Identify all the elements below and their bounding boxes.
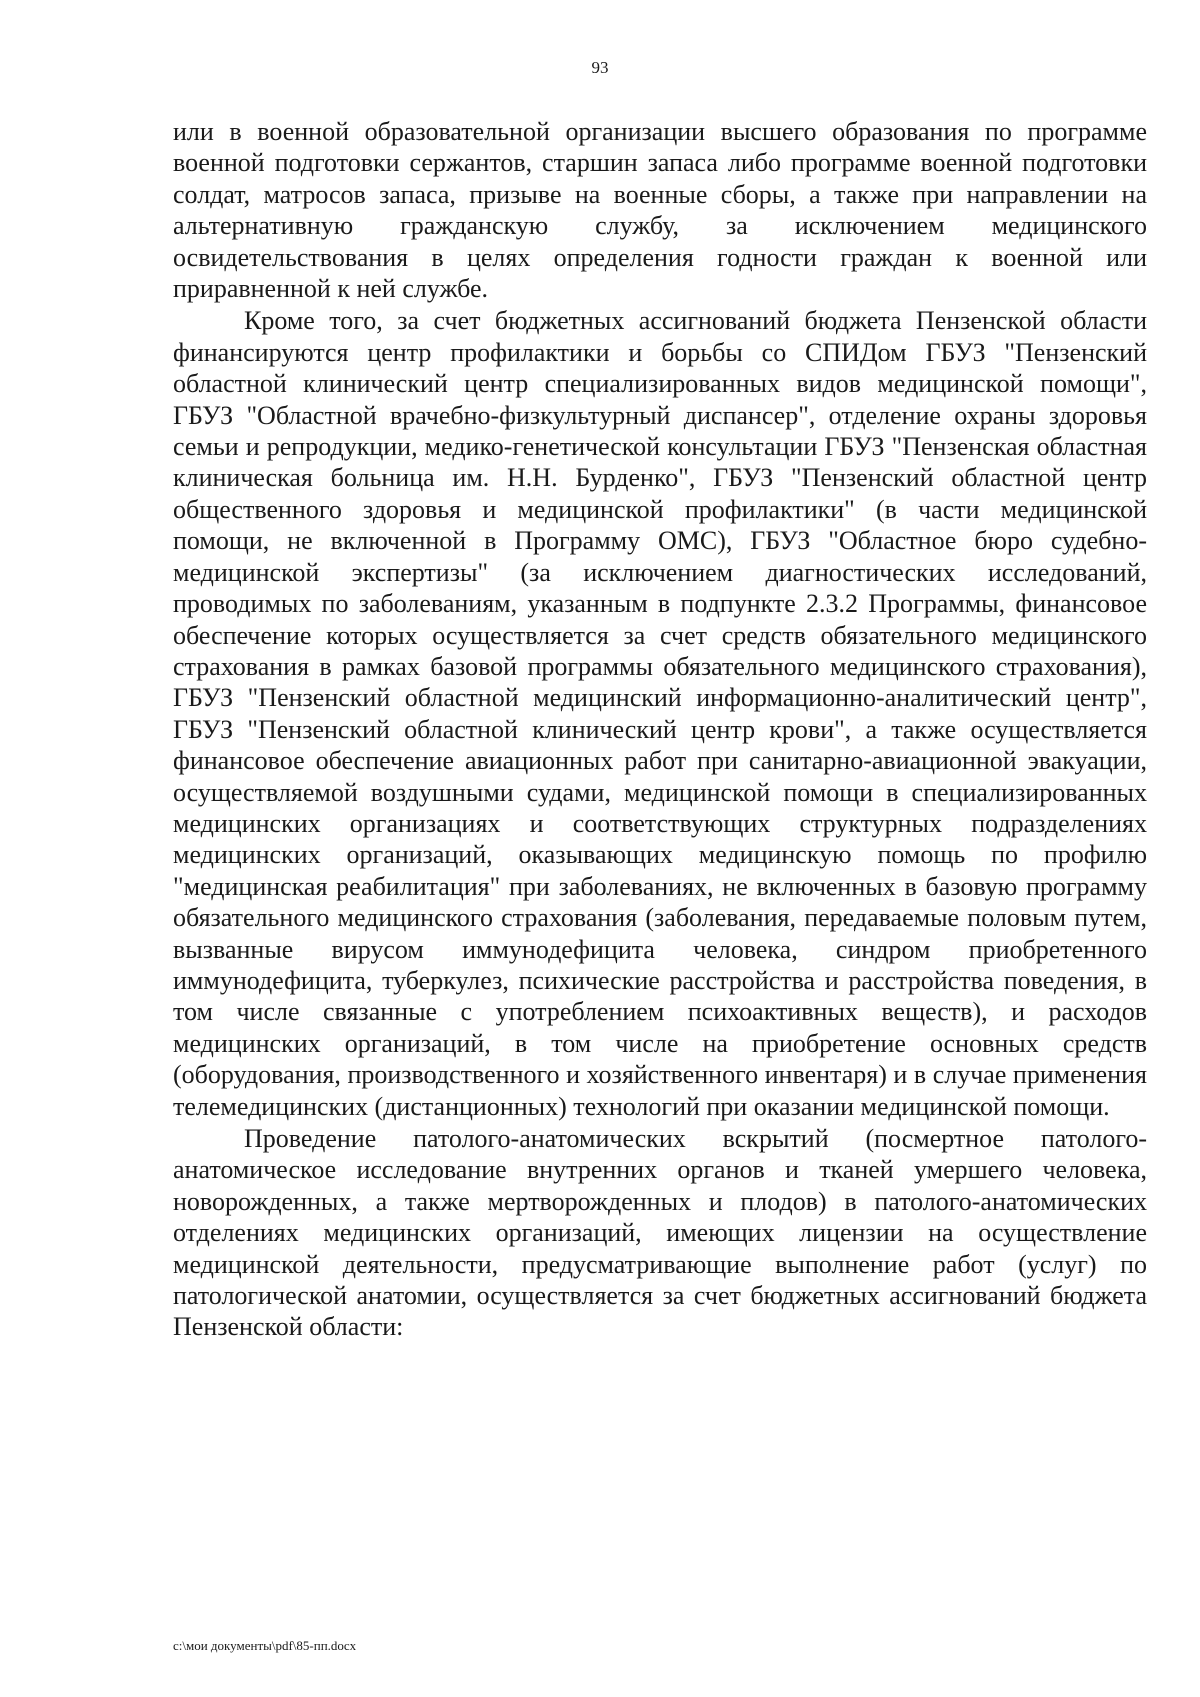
page-number: 93 (591, 58, 609, 77)
paragraph-financing: Кроме того, за счет бюджетных ассигнований бюджета Пензенской области финансируются центр профилактики и борьбы со СПИДом ГБУЗ "Пензенский областной клинический центр специализированных видов медицинской помощи", ГБУЗ "Областной врачебно-физкультурный диспансер", отделение охраны здоровья семьи и репродукции, медико-генетической консультации ГБУЗ "Пензенская областная клиническая больница им. Н.Н. Бурденко", ГБУЗ "Пензенский областной центр общественного здоровья и медицинской профилактики" (в части медицинской помощи, не включенной в Программу ОМС), ГБУЗ "Областное бюро судебно-медицинской экспертизы" (за исключением диагностических исследований, проводимых по заболеваниям, указанным в подпункте 2.3.2 Программы, финансовое обеспечение которых осуществляется за счет средств обязательного медицинского страхования в рамках базовой программы обязательного медицинского страхования), ГБУЗ "Пензенский областной медицинский информационно-аналитический центр", ГБУЗ "Пензенский областной клинический центр крови", а также осуществляется финансовое обеспечение авиационных работ при санитарно-авиационной эвакуации, осуществляемой воздушными судами, медицинской помощи в специализированных медицинских организациях и соответствующих структурных подразделениях медицинских организаций, оказывающих медицинскую помощь по профилю "медицинская реабилитация" при заболеваниях, не включенных в базовую программу обязательного медицинского страхования (заболевания, передаваемые половым путем, вызванные вирусом иммунодефицита человека, синдром приобретенного иммунодефицита, туберкулез, психические расстройства и расстройства поведения, в том числе связанные с употреблением психоактивных веществ), и расходов медицинских организаций, в том числе на приобретение основных средств (оборудования, производственного и хозяйственного инвентаря) и в случае применения телемедицинских (дистанционных) технологий при оказании медицинской помощи. (173, 306, 1147, 1121)
footer-file-path: c:\мои документы\pdf\85-пп.docx (173, 1638, 357, 1653)
document-body (173, 116, 1147, 1343)
paragraph-continuation: или в военной образовательной организации высшего образования по программе военной подготовки сержантов, старшин запаса либо программе военной подготовки солдат, матросов запаса, призыве на военные сборы, а также при направлении на альтернативную гражданскую службу, за исключением медицинского освидетельствования в целях определения годности граждан к военной или приравненной к ней службе. (173, 117, 1147, 304)
paragraph-autopsies: Проведение патолого-анатомических вскрытий (посмертное патолого-анатомическое исследование внутренних органов и тканей умершего человека, новорожденных, а также мертворожденных и плодов) в патолого-анатомических отделениях медицинских организаций, имеющих лицензии на осуществление медицинской деятельности, предусматривающие выполнение работ (услуг) по патологической анатомии, осуществляется за счет бюджетных ассигнований бюджета Пензенской области: (173, 1124, 1147, 1342)
